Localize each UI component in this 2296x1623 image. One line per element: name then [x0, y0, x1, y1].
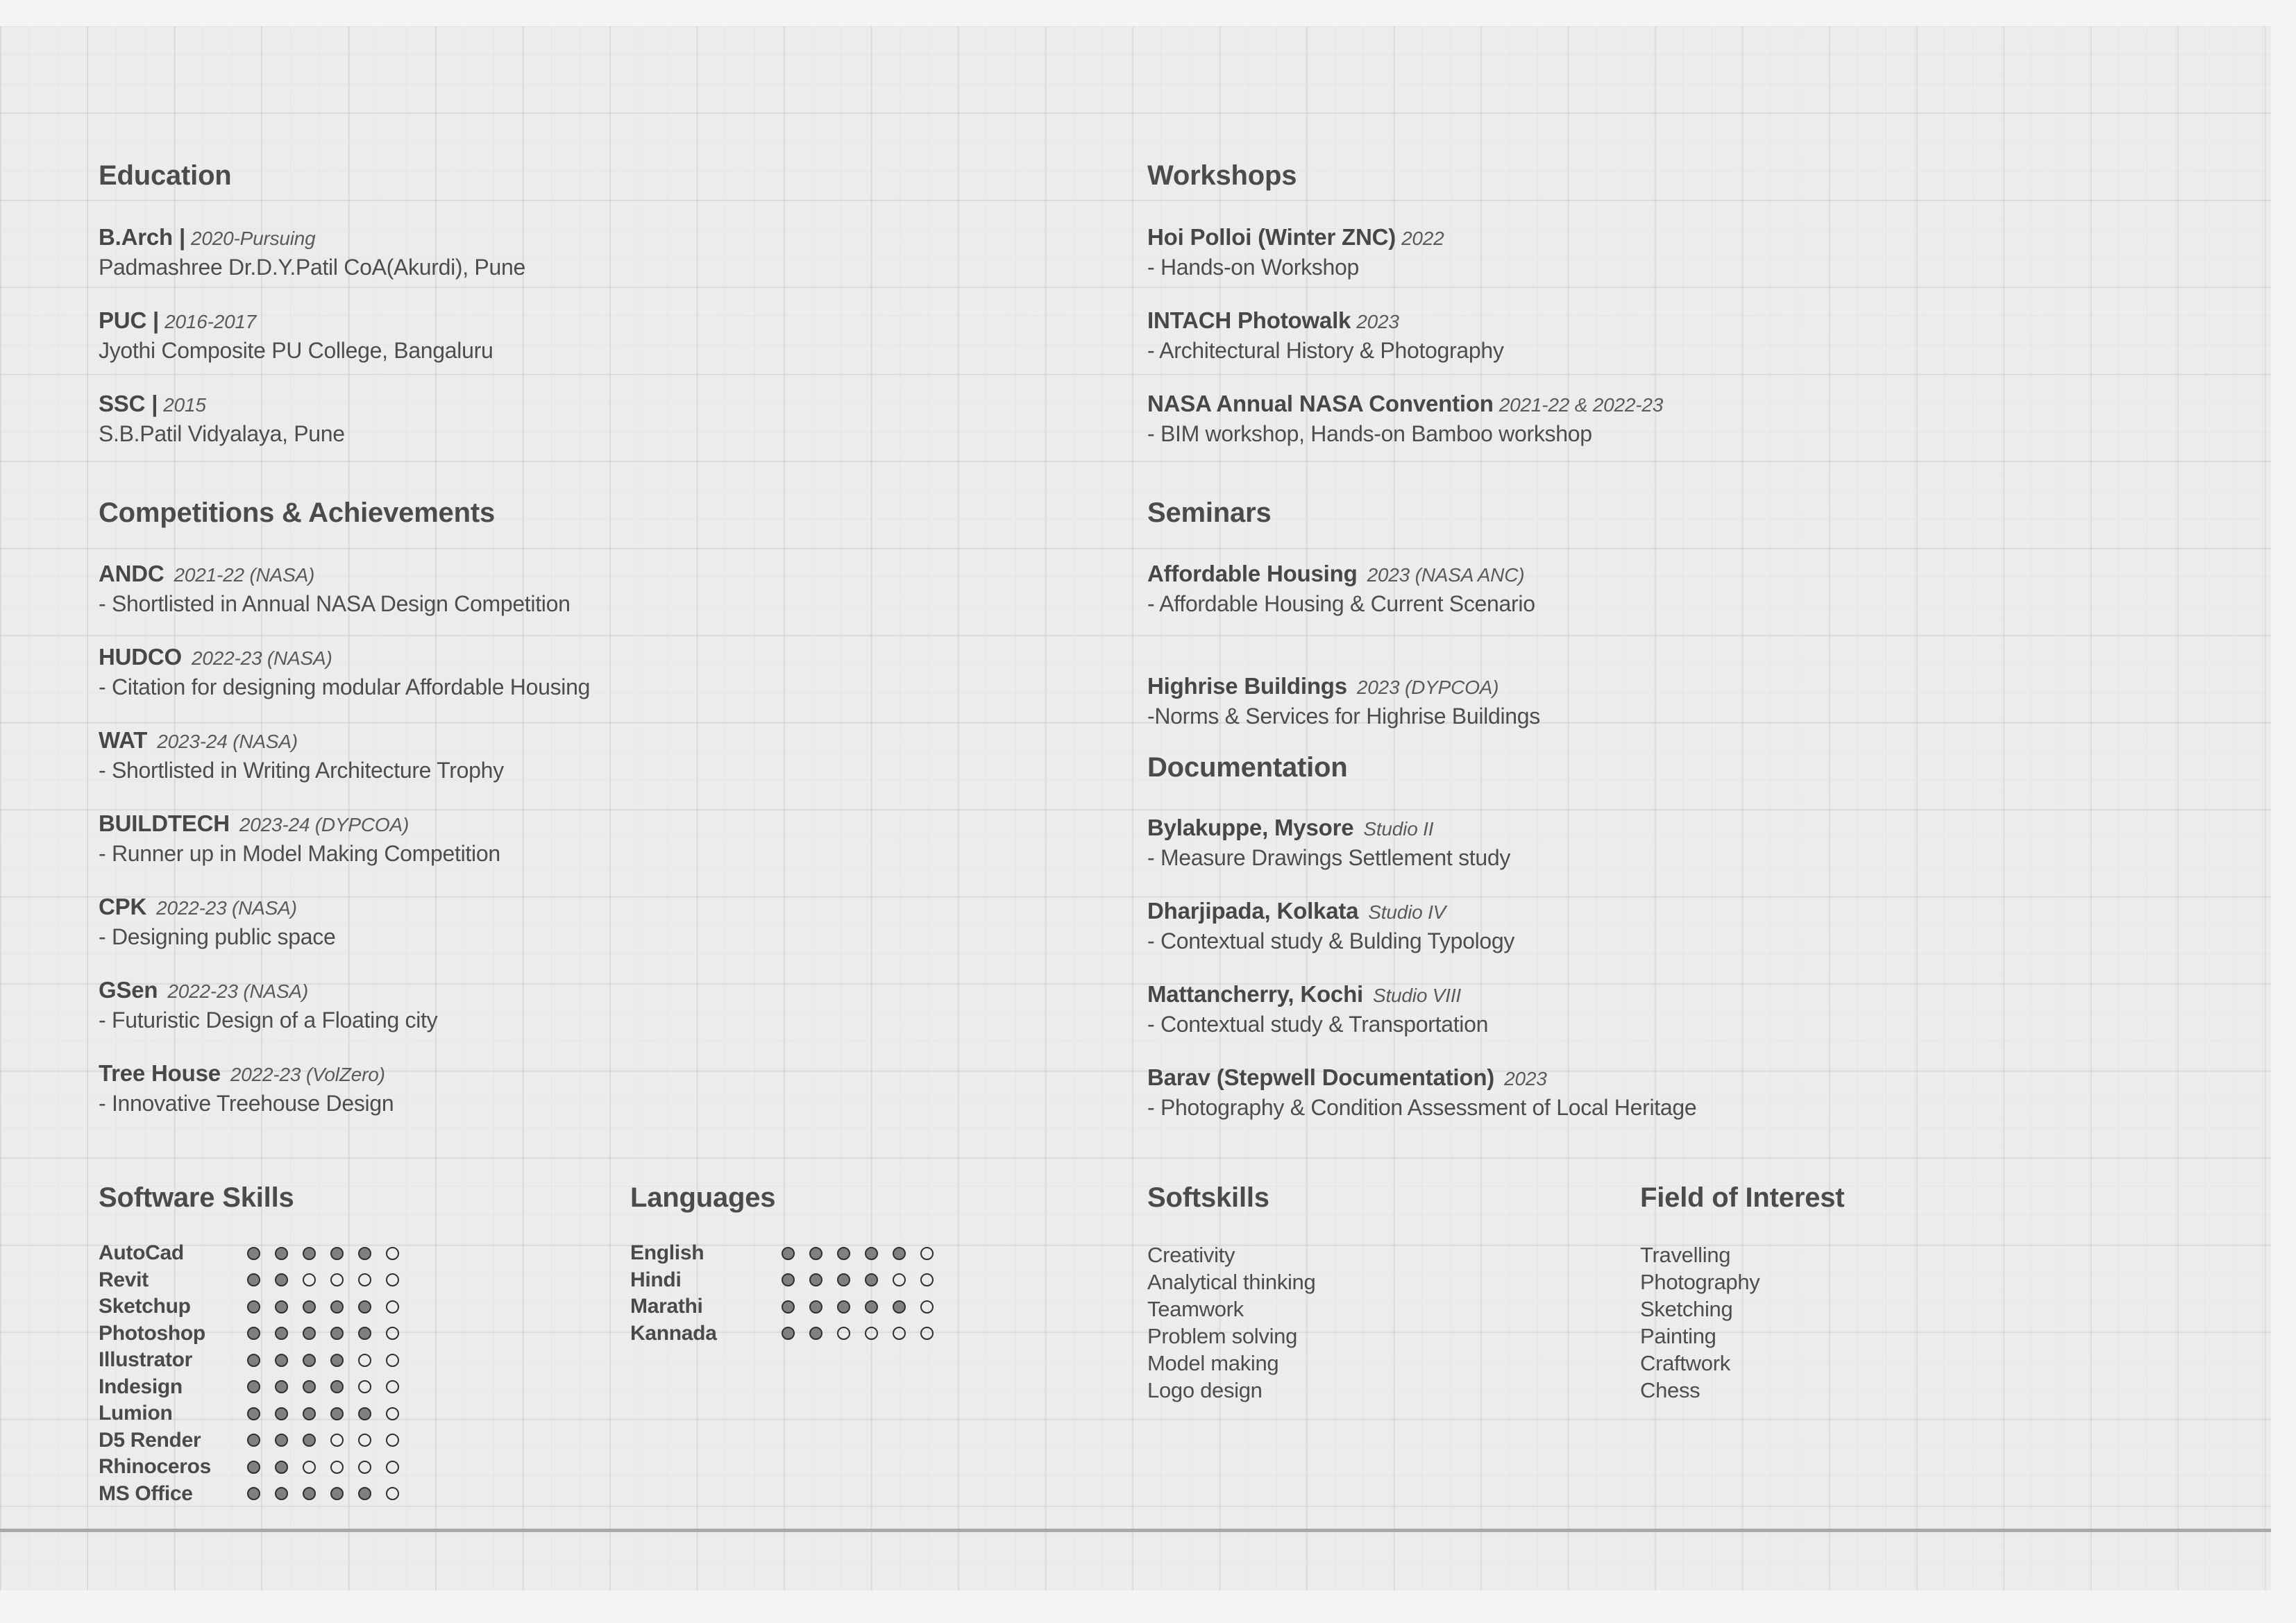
competitions-entry-name: Tree House: [99, 1060, 221, 1086]
documentation-entry: [1147, 815, 1510, 871]
competitions-entry-meta: 2023-24 (DYPCOA): [239, 814, 410, 835]
rating-dot-empty: [386, 1487, 399, 1500]
seminars-entry: [1147, 673, 1540, 729]
rating-dot-filled: [303, 1487, 316, 1500]
rating-row: [99, 1267, 294, 1294]
rating-dot-empty: [386, 1407, 399, 1420]
software_skills-item-label: Revit: [99, 1268, 149, 1291]
rating-dots: [247, 1327, 414, 1340]
field_of_interest-item: Chess: [1640, 1378, 1700, 1402]
rating-dot-filled: [247, 1327, 260, 1340]
rating-dots: [782, 1327, 948, 1340]
rating-dots: [247, 1247, 414, 1260]
seminars-entry-meta: 2023 (NASA ANC): [1367, 564, 1525, 586]
softskills-item: Problem solving: [1147, 1324, 1298, 1348]
rating-dot-empty: [920, 1300, 934, 1314]
rating-dots: [247, 1273, 414, 1286]
rating-dots: [247, 1461, 414, 1474]
documentation-entry-meta: Studio II: [1363, 818, 1434, 840]
softskills-item: Model making: [1147, 1351, 1279, 1375]
rating-dot-filled: [330, 1300, 344, 1314]
rating-dot-filled: [275, 1487, 288, 1500]
competitions-entry: [99, 977, 437, 1033]
competitions-entry-meta: 2022-23 (VolZero): [230, 1064, 385, 1085]
rating-dot-filled: [247, 1461, 260, 1474]
rating-dots: [782, 1300, 948, 1314]
rating-dot-filled: [358, 1247, 371, 1260]
section-title-workshops: Workshops: [1147, 160, 1297, 191]
field_of_interest-item: Craftwork: [1640, 1351, 1730, 1375]
documentation-entry-name: Dharjipada, Kolkata: [1147, 898, 1359, 924]
seminars-entry-description: - Affordable Housing & Current Scenario: [1147, 591, 1535, 616]
seminars-entry: [1147, 561, 1535, 617]
rating-row: [99, 1240, 294, 1267]
competitions-entry-description: - Innovative Treehouse Design: [99, 1091, 394, 1116]
competitions-entry-name: CPK: [99, 894, 147, 919]
documentation-entry: [1147, 898, 1514, 954]
languages-item-label: Marathi: [630, 1295, 703, 1318]
rating-dot-filled: [303, 1380, 316, 1393]
rating-row: [99, 1374, 294, 1401]
competitions-entry-name: ANDC: [99, 561, 164, 586]
rating-dot-filled: [275, 1327, 288, 1340]
workshops-entry-name: Hoi Polloi (Winter ZNC): [1147, 224, 1396, 250]
rating-dot-filled: [809, 1300, 822, 1314]
rating-dots: [247, 1380, 414, 1393]
rating-dot-filled: [809, 1327, 822, 1340]
competitions-entry-description: - Shortlisted in Annual NASA Design Competition: [99, 591, 571, 616]
rating-dot-empty: [330, 1461, 344, 1474]
rating-dot-filled: [837, 1273, 850, 1286]
rating-dot-filled: [303, 1434, 316, 1447]
rating-dot-filled: [809, 1273, 822, 1286]
workshops-entry-meta: 2022: [1401, 228, 1444, 249]
education-entry-meta: 2016-2017: [164, 311, 257, 332]
rating-dot-filled: [247, 1434, 260, 1447]
rating-row: [630, 1320, 775, 1348]
softskills-item: Analytical thinking: [1147, 1270, 1316, 1294]
workshops-entry: [1147, 224, 1444, 280]
competitions-entry: [99, 561, 571, 617]
rating-dot-filled: [275, 1380, 288, 1393]
section-title-languages: Languages: [630, 1182, 776, 1213]
documentation-entry-name: Barav (Stepwell Documentation): [1147, 1064, 1495, 1090]
competitions-entry: [99, 1060, 394, 1116]
resume-page: [0, 26, 2271, 1590]
rating-dot-empty: [358, 1354, 371, 1367]
rating-dot-filled: [275, 1300, 288, 1314]
education-entry-description: Padmashree Dr.D.Y.Patil CoA(Akurdi), Pune: [99, 255, 525, 280]
rating-dot-filled: [330, 1247, 344, 1260]
rating-dot-empty: [386, 1247, 399, 1260]
seminars-entry-name: Affordable Housing: [1147, 561, 1358, 586]
languages-item-label: Hindi: [630, 1268, 682, 1291]
documentation-entry-description: - Photography & Condition Assessment of Local Heritage: [1147, 1095, 1697, 1120]
softskills-column: [1147, 1182, 1315, 1404]
competitions-entry-description: - Runner up in Model Making Competition: [99, 841, 500, 866]
competitions-entry-description: - Shortlisted in Writing Architecture Trophy: [99, 758, 504, 783]
rating-dot-filled: [247, 1273, 260, 1286]
seminars-entry-name: Highrise Buildings: [1147, 673, 1347, 699]
education-entry-name: B.Arch |: [99, 224, 185, 250]
rating-dot-filled: [809, 1247, 822, 1260]
software_skills-item-label: Sketchup: [99, 1295, 191, 1318]
rating-dot-empty: [358, 1434, 371, 1447]
rating-dot-empty: [330, 1273, 344, 1286]
documentation-entry-meta: Studio VIII: [1373, 985, 1461, 1006]
rating-dot-filled: [865, 1247, 878, 1260]
section-title-education: Education: [99, 160, 232, 191]
documentation-entry-meta: 2023: [1504, 1068, 1547, 1089]
documentation-entry: [1147, 981, 1488, 1037]
rating-dot-empty: [920, 1273, 934, 1286]
rating-dot-empty: [358, 1380, 371, 1393]
workshops-entry-description: - Hands-on Workshop: [1147, 255, 1359, 280]
education-entry-name: PUC |: [99, 307, 160, 333]
rating-dots: [247, 1300, 414, 1314]
rating-dot-empty: [920, 1327, 934, 1340]
competitions-entry-name: BUILDTECH: [99, 810, 230, 836]
documentation-entry-description: - Measure Drawings Settlement study: [1147, 845, 1511, 870]
seminars-entry-description: -Norms & Services for Highrise Buildings: [1147, 704, 1540, 729]
competitions-entry-name: GSen: [99, 977, 158, 1003]
languages-list: [630, 1240, 775, 1347]
competitions-entry-meta: 2022-23 (NASA): [156, 897, 297, 919]
rating-dot-empty: [865, 1327, 878, 1340]
rating-dot-filled: [782, 1327, 795, 1340]
rating-dot-empty: [893, 1273, 906, 1286]
rating-dot-filled: [275, 1247, 288, 1260]
rating-row: [99, 1347, 294, 1374]
languages-item-label: Kannada: [630, 1321, 717, 1345]
rating-dot-filled: [330, 1327, 344, 1340]
rating-dot-filled: [247, 1487, 260, 1500]
softskills-item: Logo design: [1147, 1378, 1263, 1402]
rating-dot-filled: [275, 1461, 288, 1474]
documentation-entry-name: Bylakuppe, Mysore: [1147, 815, 1354, 840]
rating-row: [99, 1320, 294, 1348]
rating-dot-filled: [893, 1300, 906, 1314]
software_skills-item-label: Lumion: [99, 1402, 173, 1425]
competitions-entry-description: - Citation for designing modular Affordable Housing: [99, 674, 591, 699]
software_skills-item-label: MS Office: [99, 1481, 193, 1505]
documentation-entry: [1147, 1064, 1696, 1121]
rating-dot-filled: [782, 1300, 795, 1314]
rating-dot-empty: [920, 1247, 934, 1260]
competitions-entry: [99, 894, 335, 950]
rating-row: [99, 1481, 294, 1508]
rating-dots: [247, 1434, 414, 1447]
rating-dot-filled: [275, 1407, 288, 1420]
rating-dot-filled: [865, 1273, 878, 1286]
rating-dot-filled: [275, 1354, 288, 1367]
rating-dots: [782, 1273, 948, 1286]
rating-dots: [247, 1407, 414, 1420]
education-entry: [99, 391, 345, 447]
documentation-entry-meta: Studio IV: [1368, 901, 1446, 923]
rating-dot-filled: [358, 1327, 371, 1340]
software_skills-item-label: Photoshop: [99, 1321, 205, 1345]
rating-row: [630, 1293, 775, 1320]
rating-dot-empty: [386, 1300, 399, 1314]
field_of_interest-item: Photography: [1640, 1270, 1760, 1294]
rating-dot-filled: [275, 1273, 288, 1286]
languages-column: [630, 1182, 775, 1347]
workshops-entry-description: - BIM workshop, Hands-on Bamboo workshop: [1147, 421, 1592, 446]
rating-dot-empty: [386, 1273, 399, 1286]
rating-dot-filled: [330, 1380, 344, 1393]
section-title-softskills: Softskills: [1147, 1182, 1269, 1213]
seminars-entry-meta: 2023 (DYPCOA): [1356, 677, 1499, 698]
rating-dot-empty: [386, 1354, 399, 1367]
rating-row: [99, 1293, 294, 1320]
software_skills-item-label: Illustrator: [99, 1348, 193, 1372]
rating-dot-filled: [303, 1247, 316, 1260]
competitions-entry-meta: 2023-24 (NASA): [157, 731, 298, 752]
software-skills-column: [99, 1182, 294, 1507]
rating-dot-filled: [782, 1273, 795, 1286]
field_of_interest-item: Painting: [1640, 1324, 1716, 1348]
workshops-entry-name: INTACH Photowalk: [1147, 307, 1351, 333]
education-entry-description: Jyothi Composite PU College, Bangaluru: [99, 338, 493, 363]
rating-dot-filled: [275, 1434, 288, 1447]
rating-dot-filled: [303, 1300, 316, 1314]
rating-dot-filled: [782, 1247, 795, 1260]
rating-dot-empty: [893, 1327, 906, 1340]
rating-dot-filled: [837, 1300, 850, 1314]
rating-dot-filled: [893, 1247, 906, 1260]
competitions-entry-description: - Designing public space: [99, 924, 336, 949]
workshops-entry-meta: 2023: [1356, 311, 1399, 332]
rating-dots: [247, 1354, 414, 1367]
documentation-entry-description: - Contextual study & Bulding Typology: [1147, 928, 1515, 953]
education-entry-meta: 2020-Pursuing: [191, 228, 316, 249]
rating-dot-filled: [358, 1300, 371, 1314]
section-title-field-of-interest: Field of Interest: [1640, 1182, 1845, 1213]
rating-dot-filled: [303, 1354, 316, 1367]
competitions-entry-name: HUDCO: [99, 644, 182, 670]
section-title-software-skills: Software Skills: [99, 1182, 294, 1213]
competitions-entry-meta: 2022-23 (NASA): [192, 647, 332, 669]
competitions-entry-name: WAT: [99, 727, 148, 753]
rating-dot-filled: [330, 1487, 344, 1500]
rating-dot-empty: [303, 1273, 316, 1286]
rating-dot-empty: [358, 1461, 371, 1474]
software-skills-list: [99, 1240, 294, 1507]
field-of-interest-list: [1640, 1241, 1844, 1404]
languages-item-label: English: [630, 1241, 704, 1265]
competitions-entry-meta: 2021-22 (NASA): [174, 564, 315, 586]
education-entry: [99, 307, 493, 364]
rating-dot-filled: [303, 1327, 316, 1340]
workshops-entry-description: - Architectural History & Photography: [1147, 338, 1504, 363]
rating-dot-filled: [358, 1407, 371, 1420]
workshops-entry: [1147, 391, 1663, 447]
education-entry-name: SSC |: [99, 391, 158, 416]
bottom-divider: [0, 1529, 2271, 1532]
rating-dot-empty: [386, 1461, 399, 1474]
rating-dot-empty: [837, 1327, 850, 1340]
rating-dot-filled: [247, 1380, 260, 1393]
rating-row: [99, 1427, 294, 1454]
softskills-item: Creativity: [1147, 1243, 1235, 1267]
competitions-entry: [99, 644, 590, 700]
software_skills-item-label: AutoCad: [99, 1241, 184, 1265]
rating-row: [630, 1240, 775, 1267]
rating-row: [99, 1400, 294, 1427]
rating-dot-filled: [303, 1407, 316, 1420]
education-entry-meta: 2015: [163, 394, 206, 416]
rating-row: [630, 1267, 775, 1294]
rating-dot-empty: [303, 1461, 316, 1474]
softskills-list: [1147, 1241, 1315, 1404]
rating-dot-filled: [247, 1247, 260, 1260]
workshops-entry-name: NASA Annual NASA Convention: [1147, 391, 1494, 416]
rating-dot-empty: [386, 1327, 399, 1340]
competitions-entry: [99, 810, 500, 867]
rating-dot-filled: [247, 1300, 260, 1314]
rating-dot-filled: [330, 1354, 344, 1367]
rating-dot-empty: [330, 1434, 344, 1447]
documentation-entry-description: - Contextual study & Transportation: [1147, 1012, 1489, 1037]
education-entry: [99, 224, 525, 280]
competitions-entry-meta: 2022-23 (NASA): [167, 980, 309, 1002]
education-entry-description: S.B.Patil Vidyalaya, Pune: [99, 421, 345, 446]
software_skills-item-label: Rhinoceros: [99, 1455, 212, 1479]
rating-dot-filled: [358, 1487, 371, 1500]
rating-dots: [247, 1487, 414, 1500]
rating-dot-empty: [386, 1434, 399, 1447]
competitions-entry: [99, 727, 504, 783]
section-title-seminars: Seminars: [1147, 498, 1272, 528]
software_skills-item-label: Indesign: [99, 1375, 183, 1398]
field_of_interest-item: Travelling: [1640, 1243, 1731, 1267]
rating-dot-empty: [358, 1273, 371, 1286]
rating-row: [99, 1454, 294, 1481]
rating-dot-filled: [247, 1407, 260, 1420]
competitions-entry-description: - Futuristic Design of a Floating city: [99, 1008, 438, 1033]
rating-dot-empty: [386, 1380, 399, 1393]
rating-dot-filled: [865, 1300, 878, 1314]
documentation-entry-name: Mattancherry, Kochi: [1147, 981, 1363, 1007]
software_skills-item-label: D5 Render: [99, 1428, 201, 1452]
rating-dot-filled: [330, 1407, 344, 1420]
field_of_interest-item: Sketching: [1640, 1297, 1733, 1321]
workshops-entry: [1147, 307, 1504, 364]
rating-dots: [782, 1247, 948, 1260]
rating-dot-filled: [247, 1354, 260, 1367]
section-title-competitions: Competitions & Achievements: [99, 498, 496, 528]
section-title-documentation: Documentation: [1147, 752, 1348, 783]
workshops-entry-meta: 2021-22 & 2022-23: [1499, 394, 1664, 416]
softskills-item: Teamwork: [1147, 1297, 1244, 1321]
rating-dot-filled: [837, 1247, 850, 1260]
field-of-interest-column: [1640, 1182, 1844, 1404]
